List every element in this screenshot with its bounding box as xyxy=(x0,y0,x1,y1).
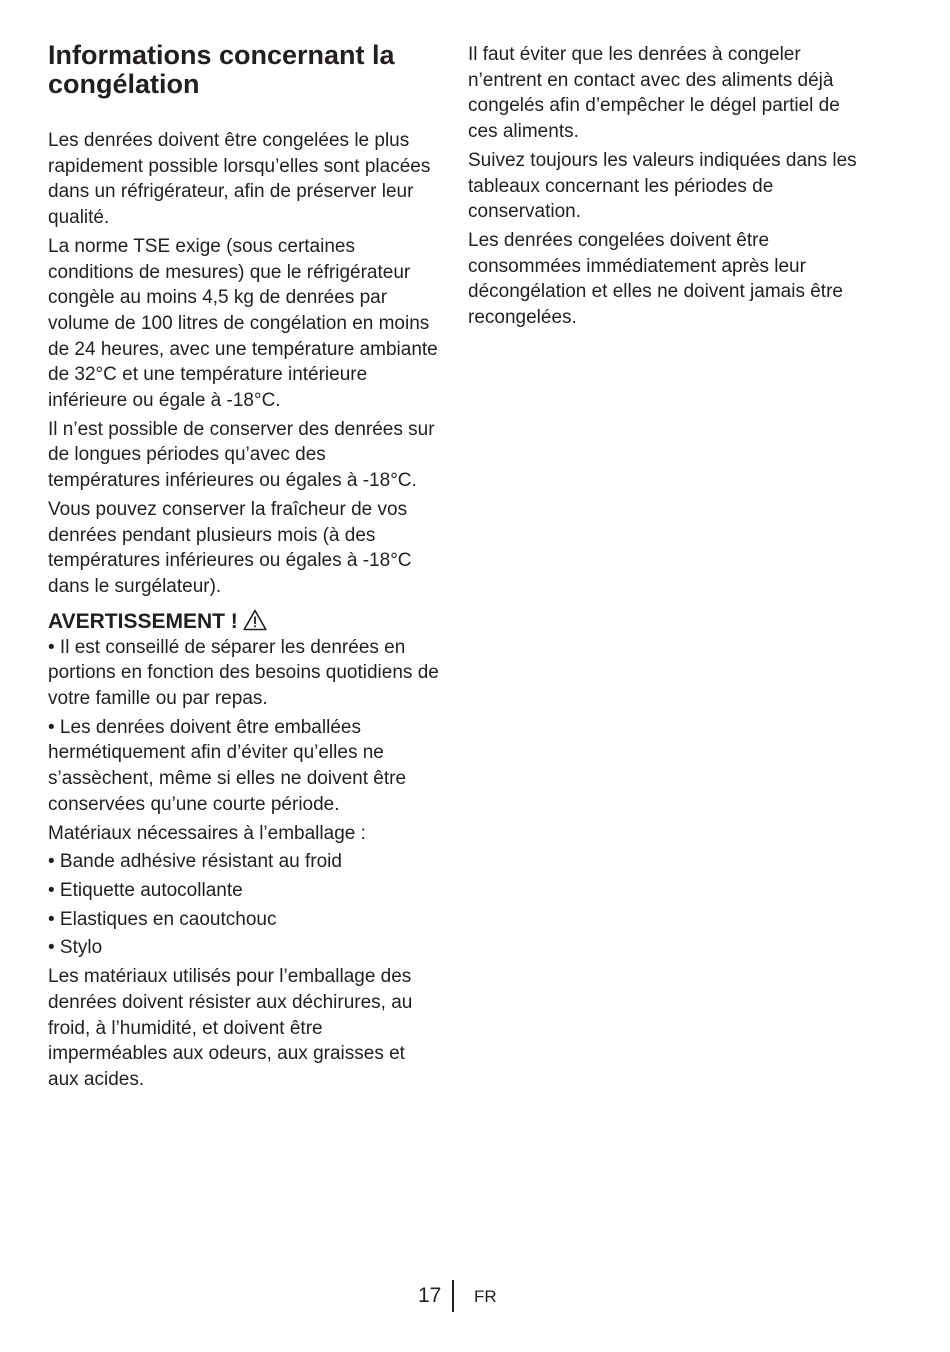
material-item: • Elastiques en caoutchouc xyxy=(48,908,277,930)
warning-triangle-icon xyxy=(243,609,267,631)
warning-heading xyxy=(48,609,440,635)
paragraph: Suivez toujours les valeurs indiquées dans les tableaux concernant les périodes de conservation. xyxy=(468,149,857,223)
material-item: • Stylo xyxy=(48,937,103,959)
material-item: • Etiquette autocollante xyxy=(48,879,243,901)
warning-item: • Il est conseillé de séparer les denrées en portions en fonction des besoins quotidiens de votre famille ou par repas. xyxy=(48,636,439,710)
paragraph: Les denrées doivent être congelées le plus rapidement possible lorsqu’elles sont placées dans un réfrigérateur, afin de préserver leur qualité. xyxy=(48,130,431,229)
footer-divider xyxy=(452,1280,454,1312)
right-text-block xyxy=(468,42,868,334)
paragraph: La norme TSE exige (sous certaines conditions de mesures) que le réfrigérateur congèle au moins 4,5 kg de denrées par volume de 100 litres de congélation en moins de 24 heures, avec une température ambiante de 32°C et une température intérieure inférieure ou égale à -18°C. xyxy=(48,235,438,412)
language-code: FR xyxy=(474,1287,497,1306)
paragraph: Vous pouvez conserver la fraîcheur de vos denrées pendant plusieurs mois (à des températures inférieures ou égales à -18°C dans le surgélateur). xyxy=(48,498,412,597)
page-footer xyxy=(0,1280,950,1314)
paragraph: Il n’est possible de conserver des denrées sur de longues périodes qu’avec des températures inférieures ou égales à -18°C. xyxy=(48,418,435,492)
left-text-block xyxy=(48,128,440,1096)
warning-title: AVERTISSEMENT ! xyxy=(48,609,238,633)
paragraph: Les matériaux utilisés pour l’emballage des denrées doivent résister aux déchirures, au froid, à l’humidité, et doivent être imperméables aux odeurs, aux graisses et aux acides. xyxy=(48,966,413,1090)
warning-item: • Les denrées doivent être emballées hermétiquement afin d’éviter qu’elles ne s’assèchent, même si elles ne doivent être conservées qu’une courte période. xyxy=(48,716,407,815)
page-title: Informations concernant la congélation xyxy=(48,40,395,99)
materials-intro: Matériaux nécessaires à l’emballage : xyxy=(48,822,366,844)
paragraph: Les denrées congelées doivent être consommées immédiatement après leur décongélation et elles ne doivent jamais être recongelées. xyxy=(468,229,843,329)
material-item: • Bande adhésive résistant au froid xyxy=(48,851,342,873)
page-number: 17 xyxy=(418,1284,442,1307)
paragraph: Il faut éviter que les denrées à congeler n’entrent en contact avec des aliments déjà congelés afin d’empêcher le dégel partiel de ces aliments. xyxy=(468,44,840,143)
